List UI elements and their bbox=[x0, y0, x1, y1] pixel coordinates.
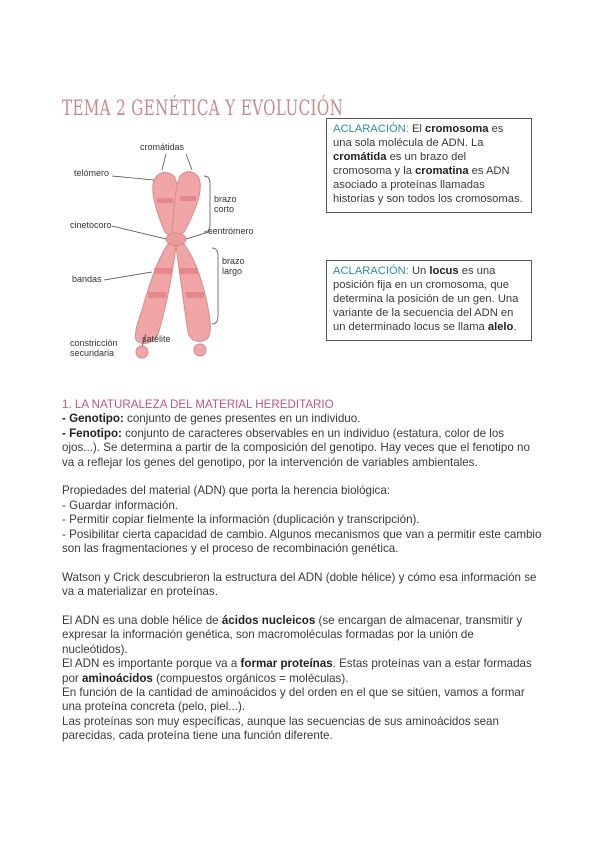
list-item: - Posibilitar cierta capacidad de cambio. Algunos mecanismos que van a permitir este cambio son las fragmentaciones y el proceso de recombinación genética. bbox=[62, 527, 542, 556]
adn-paragraph: En función de la cantidad de aminoácidos y del orden en el que se sitúen, vamos a formar una proteína concreta (pelo, piel...). bbox=[62, 686, 525, 714]
note-term: cromosoma bbox=[425, 123, 489, 135]
label-centromero: centrómero bbox=[208, 226, 254, 236]
leader-cromatidas-l bbox=[162, 154, 166, 170]
band bbox=[148, 292, 166, 298]
list-item: - Permitir copiar fielmente la información (duplicación y transcripción). bbox=[62, 513, 420, 527]
note-text: es una sola molécula de ADN. La bbox=[333, 123, 504, 149]
brace-largo bbox=[212, 248, 218, 324]
term-label: - Fenotipo: bbox=[62, 426, 122, 440]
bold-term: ácidos nucleicos bbox=[221, 614, 316, 628]
band bbox=[186, 292, 204, 298]
label-bandas: bandas bbox=[72, 274, 102, 284]
band bbox=[154, 268, 172, 274]
page-title: TEMA 2 GENÉTICA Y EVOLUCIÓN bbox=[62, 96, 344, 120]
adn-paragraph: Las proteínas son muy específicas, aunque las secuencias de sus aminoácidos sean parecidas, cada proteína tiene una función diferente. bbox=[62, 714, 499, 743]
fenotipo-definition bbox=[62, 427, 542, 470]
label-satelite: satélite bbox=[142, 334, 171, 344]
adn-paragraph bbox=[62, 657, 542, 686]
centromere bbox=[166, 233, 186, 245]
definition-text: conjunto de caracteres observables en un individuo (estatura, color de los ojos...). Se determina a partir de la composición del genotipo. Hay veces que el fenotipo no va a reflejar los genes del genotipo, por la intervención de variables ambientales. bbox=[62, 426, 530, 469]
note-term: cromatina bbox=[415, 165, 469, 177]
leader-telomero bbox=[112, 176, 154, 180]
band bbox=[180, 268, 198, 274]
paragraph-text: (se encargan de almacenar, transmitir y expresar la información genética, son macromoléculas formadas por la unión de nucleótidos). bbox=[62, 614, 523, 656]
note-text: El bbox=[408, 123, 426, 135]
brace-corto bbox=[204, 176, 210, 232]
label-cromatidas: cromátidas bbox=[140, 142, 185, 152]
label-telomero: telómero bbox=[74, 168, 110, 178]
satellite-left bbox=[136, 346, 148, 358]
note-text: es ADN asociado a proteínas llamadas historias y son todos los cromosomas. bbox=[333, 165, 523, 205]
props-intro: Propiedades del material (ADN) que porta la herencia biológica: bbox=[62, 484, 391, 498]
paragraph-text: . Estas proteínas van a estar formadas por bbox=[62, 657, 532, 685]
chromosome-figure bbox=[62, 136, 262, 366]
band bbox=[157, 198, 173, 203]
label-brazo-corto: brazo corto bbox=[214, 194, 237, 214]
note-text: Un bbox=[408, 265, 430, 277]
term-label: - Genotipo: bbox=[62, 412, 124, 426]
genotipo-definition bbox=[62, 412, 542, 426]
bold-term: formar proteínas bbox=[240, 657, 333, 671]
note-text: es una posición fija en un cromosoma, que determina la posición de un gen. Una variante de la secuencia del ADN en un determinado locus se llama bbox=[333, 265, 519, 333]
leader-cinetocoro bbox=[112, 226, 166, 239]
paragraph-text: El ADN es importante porque va a bbox=[62, 657, 241, 671]
note-term: cromátida bbox=[333, 151, 387, 163]
note-text: es un brazo del cromosoma y la bbox=[333, 151, 467, 177]
note-lead: ACLARACIÓN: bbox=[333, 265, 409, 277]
label-constriccion: constricción secundaria bbox=[70, 338, 118, 358]
note-locus bbox=[326, 260, 532, 341]
list-item: - Guardar información. bbox=[62, 498, 178, 512]
main-content bbox=[62, 398, 542, 744]
bold-term: aminoácidos bbox=[81, 671, 153, 685]
note-term: locus bbox=[429, 265, 459, 277]
note-cromosoma bbox=[326, 118, 532, 213]
paragraph-text: El ADN es una doble hélice de bbox=[62, 614, 222, 628]
band bbox=[180, 196, 196, 201]
paragraph-text: (compuestos orgánicos = moléculas). bbox=[152, 671, 349, 685]
note-lead: ACLARACIÓN: bbox=[333, 123, 409, 135]
note-term: alelo bbox=[487, 321, 514, 333]
leader-bandas bbox=[104, 272, 152, 280]
adn-paragraph bbox=[62, 614, 542, 657]
section-heading: 1. LA NATURALEZA DEL MATERIAL HEREDITARIO bbox=[62, 398, 334, 411]
definition-text: conjunto de genes presentes en un individuo. bbox=[123, 412, 361, 426]
label-brazo-largo: brazo largo bbox=[222, 256, 245, 276]
satellite-right bbox=[194, 344, 206, 356]
watson-paragraph: Watson y Crick descubrieron la estructura del ADN (doble hélice) y cómo esa información se va a materializar en proteínas. bbox=[62, 570, 537, 599]
label-cinetocoro: cinetocoro bbox=[70, 220, 112, 230]
leader-cromatidas-r bbox=[186, 154, 192, 170]
note-text: . bbox=[513, 321, 517, 333]
